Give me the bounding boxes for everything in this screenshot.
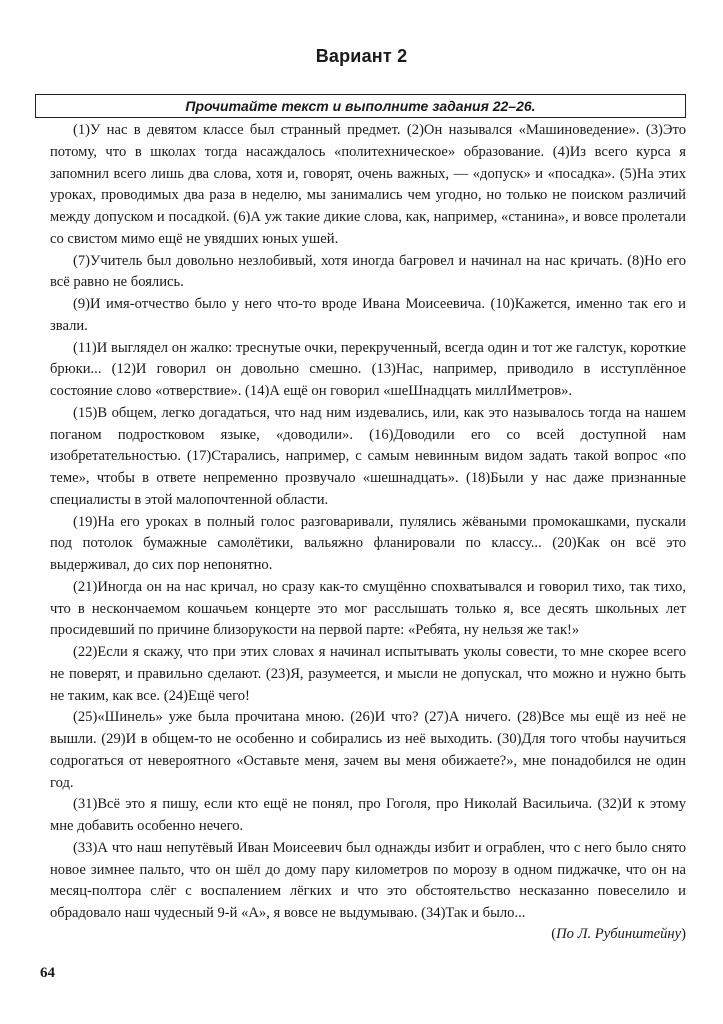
source-close-paren: ) <box>681 926 686 942</box>
task-instruction-box <box>35 94 686 118</box>
paragraph: (21)Иногда он на нас кричал, но сразу как-то смущённо спохватывался и говорил тихо, так тихо, что в нескончаемом кошачьем концерте это мог расслышать только я, все десять школьных лет просидевший по причине близорукости на первой парте: «Ребята, ну нельзя же так!» <box>50 578 686 639</box>
page-number: 64 <box>40 965 55 981</box>
paragraph: (25)«Шинель» уже была прочитана мною. (26)И что? (27)А ничего. (28)Все мы ещё из неё не вышли. (29)И в общем-то не особенно и собирались из неё выходить. (30)Для того чтобы научиться содрогаться от невероятного «Оставьте меня, зачем вы меня обижаете?», мне понадобился не один год. <box>50 709 686 791</box>
paragraph: (11)И выглядел он жалко: треснутые очки, перекрученный, всегда один и тот же галстук, короткие брюки... (12)И говорил он довольно смешно. (13)Нас, например, приводило в исступлённое состояние слово «отверствие». (14)А ещё он говорил «шеШнадцать миллИметров». <box>50 339 686 399</box>
paragraph: (19)На его уроках в полный голос разговаривали, пулялись жёваными промокашками, пускали под потолок бумажные самолётики, вальяжно фланировали по классу... (20)Как он всё это выдерживал, до сих пор непонятно. <box>50 513 686 573</box>
paragraph: (33)А что наш непутёвый Иван Моисеевич был однажды избит и ограблен, что с него было снято новое зимнее пальто, что он шёл до дому пару километров по морозу в одном пиджачке, что он на месяц-полтора слёг с воспалением лёгких и что это обстоятельство несказанно повеселило и обрадовало наш чудесный 9-й «А», я вовсе не выдумываю. (34)Так и было... <box>50 839 686 921</box>
source-attribution <box>551 926 686 943</box>
source-open-paren: ( <box>551 926 557 942</box>
task-instruction: Прочитайте текст и выполните задания 22–26. <box>185 98 536 114</box>
paragraph: (15)В общем, легко догадаться, что над ним издевались, или, как это называлось тогда на нашем поганом подростковом языке, «доводили». (16)Доводили его со всей доступной нам изобретательностью. (17)Старались, например, с самым невинным видом задать такой вопрос «по теме», чтобы в ответе непременно прозвучало «шешнадцать». (18)Были у нас даже признанные специалисты в этой малопочтенной области. <box>50 404 686 508</box>
paragraph: (1)У нас в девятом классе был странный предмет. (2)Он назывался «Машиноведение». (3)Это потому, что в школах тогда насаждалось «политехническое» образование. (4)Из всего курса я запомнил всего лишь два слова, хотя и, говорят, очень важных, — «допуск» и «посадка». (5)На этих уроках, проводимых два раза в неделю, мы занимались чем угодно, но только не поиском различий между допуском и посадкой. (6)А уж такие дикие слова, как, например, «станина», и вовсе пролетали со свистом мимо ещё не увядших юных ушей. <box>50 122 686 247</box>
page-title: Вариант 2 <box>315 46 408 66</box>
paragraph: (22)Если я скажу, что при этих словах я начинал испытывать уколы совести, то мне скорее всего не поверят, и правильно сделают. (23)Я, разумеется, и мысли не допускал, что можно и нужно быть не таким, как все. (24)Ещё чего! <box>50 644 686 704</box>
paragraph: (31)Всё это я пишу, если кто ещё не понял, про Гоголя, про Николай Васильича. (32)И к этому мне добавить особенно нечего. <box>50 796 686 834</box>
paragraph: (9)И имя-отчество было у него что-то вроде Ивана Моисеевича. (10)Кажется, именно так его и звали. <box>50 296 686 334</box>
source-author: По Л. Рубинштейну <box>556 926 682 942</box>
paragraph: (7)Учитель был довольно незлобивый, хотя иногда багровел и начинал на нас кричать. (8)Но его всё равно не боялись. <box>50 252 686 291</box>
reading-text <box>50 120 686 925</box>
